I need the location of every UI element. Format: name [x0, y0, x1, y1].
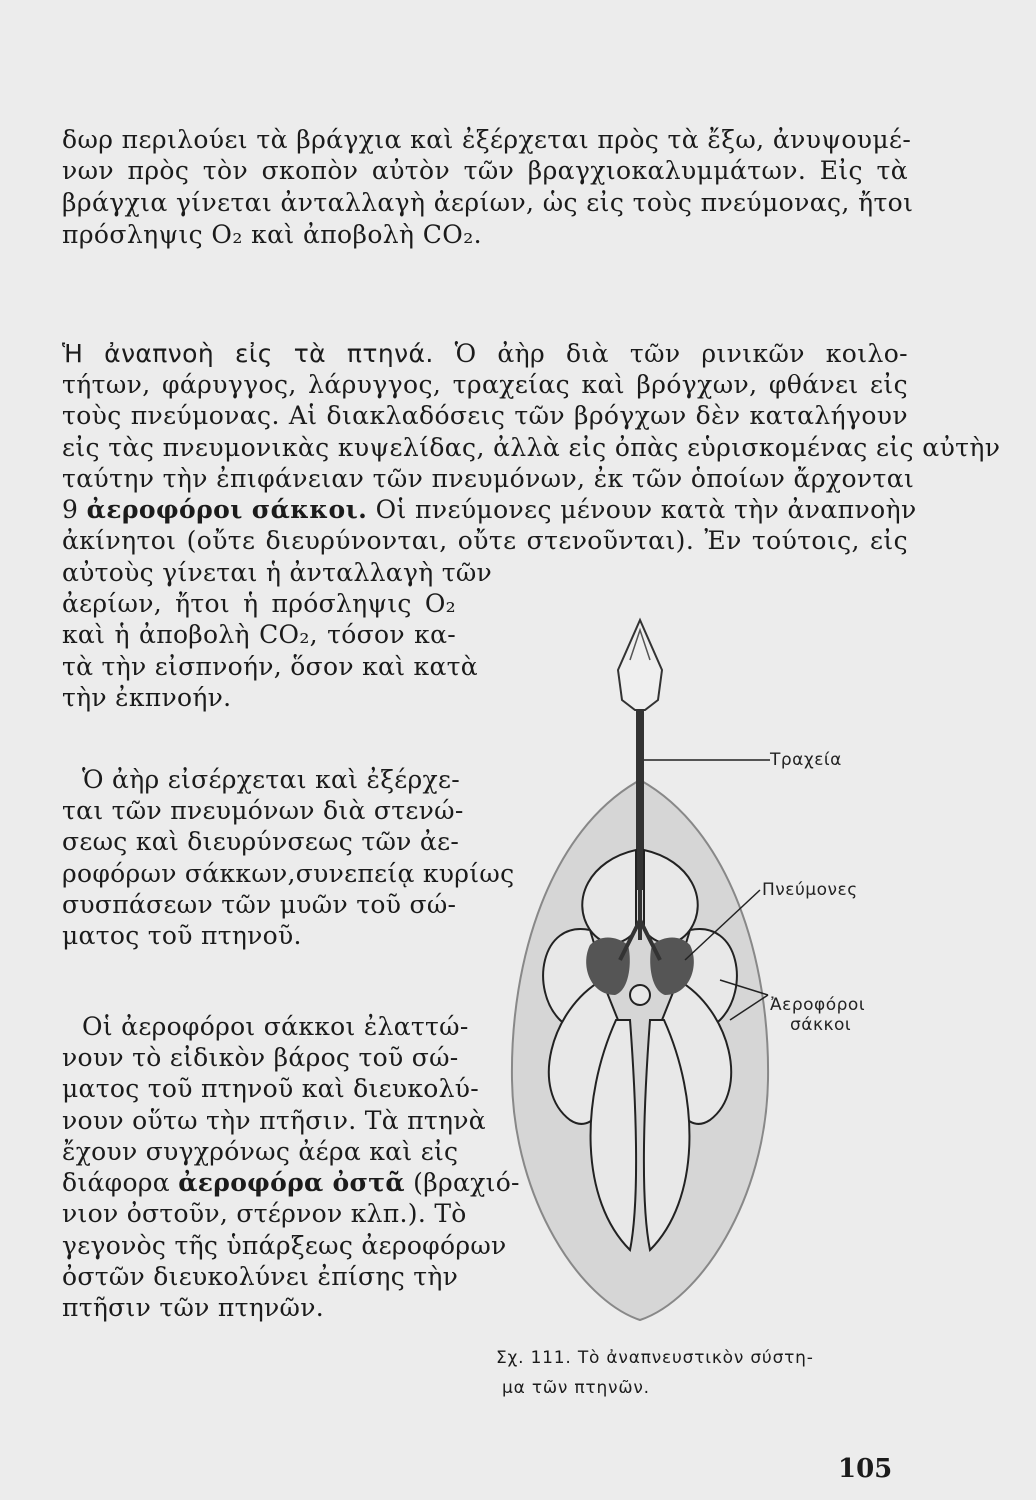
- text-line: αὐτοὺς γίνεται ἡ ἀνταλλαγὴ τῶν: [62, 558, 493, 587]
- text-line: νων πρὸς τὸν σκοπὸν αὐτὸν τῶν βραγχιοκαλυμμάτων. Εἰς τὰ: [62, 156, 908, 185]
- text-line-with-term: [62, 494, 917, 525]
- text-line: ματος τοῦ πτηνοῦ.: [62, 921, 302, 950]
- key-term: ἀεροφόρα ὀστᾶ: [178, 1168, 405, 1197]
- text-line: Ὁ ἀὴρ εἰσέρχεται καὶ ἐξέρχε-: [82, 765, 461, 794]
- text-line: τήτων, φάρυγγος, λάρυγγος, τραχείας καὶ βρόγχων, φθάνει εἰς: [62, 370, 908, 399]
- text-line: ροφόρων σάκκων,συνεπείᾳ κυρίως: [62, 859, 515, 888]
- text-line: τὴν ἐκπνοήν.: [62, 683, 232, 712]
- text-line: πτῆσιν τῶν πτηνῶν.: [62, 1293, 324, 1322]
- text-line: Ὁ ἀὴρ διὰ τῶν ρινικῶν κοιλο-: [454, 339, 909, 368]
- label-lungs: Πνεύμονες: [762, 880, 858, 900]
- text-line: ἀκίνητοι (οὔτε διευρύνονται, οὔτε στενοῦνται). Ἐν τούτοις, εἰς: [62, 526, 908, 555]
- text-line: βράγχια γίνεται ἀνταλλαγὴ ἀερίων, ὡς εἰς τοὺς πνεύμονας, ἤτοι: [62, 188, 914, 217]
- text-line: ἔχουν συγχρόνως ἀέρα καὶ εἰς: [62, 1137, 459, 1166]
- text-line: νουν τὸ εἰδικὸν βάρος τοῦ σώ-: [62, 1043, 459, 1072]
- text-line: σεως καὶ διευρύνσεως τῶν ἀε-: [62, 827, 460, 856]
- trachea: [636, 710, 644, 890]
- figure-caption: [496, 1343, 896, 1403]
- respiratory-system-figure: [490, 600, 910, 1330]
- text-line: ται τῶν πνευμόνων διὰ στενώ-: [62, 796, 464, 825]
- section-line: [62, 338, 908, 369]
- section-heading: Ἡ ἀναπνοὴ εἰς τὰ πτηνά.: [62, 339, 434, 368]
- text-line: γεγονὸς τῆς ὑπάρξεως ἀεροφόρων: [62, 1231, 507, 1260]
- text-line: ἀερίων, ἤτοι ἡ πρόσληψις O₂: [62, 589, 456, 618]
- text-line: Οἱ ἀεροφόροι σάκκοι ἐλαττώ-: [82, 1012, 469, 1041]
- label-trachea: Τραχεία: [770, 750, 842, 770]
- text-line: πρόσληψις O₂ καὶ ἀποβολὴ CO₂.: [62, 220, 482, 249]
- text-line: ὀστῶν διευκολύνει ἐπίσης τὴν: [62, 1262, 459, 1291]
- page-number: 105: [838, 1454, 893, 1484]
- text-line: Οἱ πνεύμονες μένουν κατὰ τὴν ἀναπνοὴν: [375, 495, 917, 524]
- key-term: ἀεροφόροι σάκκοι.: [86, 495, 368, 524]
- beak: [618, 620, 662, 710]
- text-line: νουν οὕτω τὴν πτῆσιν. Τὰ πτηνὰ: [62, 1106, 486, 1135]
- text-line: δωρ περιλούει τὰ βράγχια καὶ ἐξέρχεται πρὸς τὰ ἔξω, ἀνυψουμέ-: [62, 125, 912, 154]
- text-line: τὰ τὴν εἰσπνοήν, ὅσον καὶ κατὰ: [62, 652, 478, 681]
- text-line: τοὺς πνεύμονας. Αἱ διακλαδόσεις τῶν βρόγχων δὲν καταλήγουν: [62, 401, 908, 430]
- text-fragment: διάφορα: [62, 1168, 170, 1197]
- count: 9: [62, 495, 79, 524]
- caption-line: μα τῶν πτηνῶν.: [502, 1378, 650, 1398]
- label-air-sacs-2: σάκκοι: [790, 1015, 852, 1035]
- label-air-sacs: Ἀεροφόροι: [770, 995, 866, 1015]
- text-line: ταύτην τὴν ἐπιφάνειαν τῶν πνευμόνων, ἐκ τῶν ὁποίων ἄρχονται: [62, 464, 915, 493]
- text-line: εἰς τὰς πνευμονικὰς κυψελίδας, ἀλλὰ εἰς ὀπὰς εὑρισκομένας εἰς αὐτὴν: [62, 433, 1001, 462]
- text-line: καὶ ἡ ἀποβολὴ CO₂, τόσον κα-: [62, 620, 456, 649]
- text-line: ματος τοῦ πτηνοῦ καὶ διευκολύ-: [62, 1074, 480, 1103]
- text-line: συσπάσεων τῶν μυῶν τοῦ σώ-: [62, 890, 457, 919]
- text-line-with-term: [62, 1167, 520, 1198]
- caption-line: Σχ. 111. Τὸ ἀναπνευστικὸν σύστη-: [496, 1348, 814, 1368]
- text-fragment: (βραχιό-: [413, 1168, 520, 1197]
- text-line: νιον ὀστοῦν, στέρνον κλπ.). Τὸ: [62, 1199, 467, 1228]
